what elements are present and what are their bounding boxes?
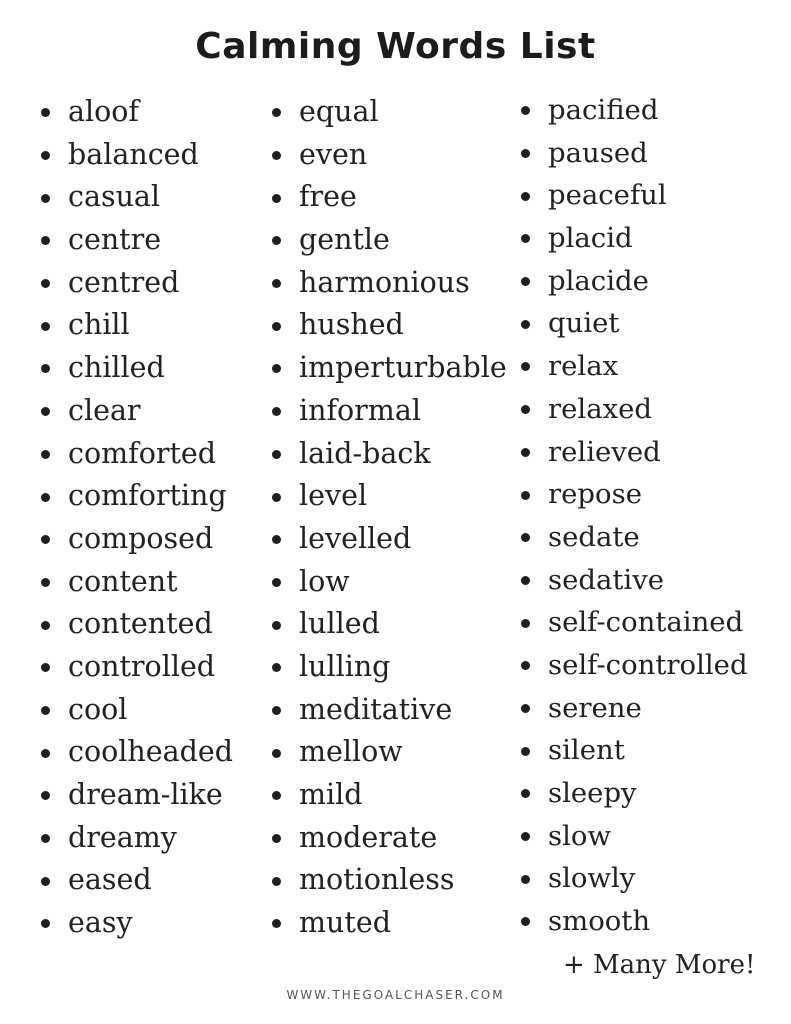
bullet-icon	[41, 407, 50, 416]
word-text: aloof	[68, 95, 139, 128]
bullet-icon	[41, 621, 50, 630]
word-item	[38, 262, 233, 305]
word-item	[38, 390, 233, 433]
bullet-icon	[41, 919, 50, 928]
word-text: low	[299, 564, 350, 598]
word-item	[38, 902, 233, 945]
bullet-icon	[272, 621, 281, 630]
bullet-icon	[41, 450, 50, 459]
word-text: cool	[68, 692, 128, 726]
word-item	[518, 644, 748, 687]
word-item	[38, 518, 233, 561]
bullet-icon	[272, 919, 281, 928]
word-item	[269, 561, 507, 604]
word-text: chilled	[68, 351, 165, 385]
word-item	[269, 219, 507, 262]
word-text: chill	[68, 308, 130, 342]
word-item	[269, 134, 507, 177]
word-text: dreamy	[68, 820, 177, 854]
word-item	[518, 516, 748, 559]
word-item	[269, 731, 507, 774]
bullet-icon	[272, 749, 281, 758]
word-item	[518, 815, 748, 858]
bullet-icon	[41, 749, 50, 758]
bullet-icon	[41, 279, 50, 288]
word-text: pacified	[548, 94, 659, 126]
word-text: laid-back	[299, 436, 431, 470]
word-item	[518, 302, 748, 345]
word-text: sleepy	[548, 777, 637, 809]
many-more-note: + Many More!	[563, 950, 756, 980]
word-item	[269, 646, 507, 689]
bullet-icon	[272, 407, 281, 416]
word-item	[518, 345, 748, 388]
word-item	[269, 433, 507, 476]
word-text: level	[299, 479, 368, 513]
bullet-icon	[521, 747, 530, 756]
word-item	[38, 433, 233, 476]
bullet-icon	[521, 491, 530, 500]
bullet-icon	[521, 277, 530, 286]
word-item	[269, 518, 507, 561]
word-text: peaceful	[548, 179, 667, 212]
word-text: self-contained	[548, 606, 744, 639]
word-text: slowly	[548, 862, 636, 895]
word-item	[38, 774, 233, 817]
word-text: self-controlled	[548, 648, 748, 681]
bullet-icon	[272, 493, 281, 502]
word-item	[38, 689, 233, 732]
bullet-icon	[272, 364, 281, 373]
bullet-icon	[41, 791, 50, 800]
bullet-icon	[272, 108, 281, 117]
bullet-icon	[272, 322, 281, 331]
bullet-icon	[41, 108, 50, 117]
word-item	[38, 603, 233, 646]
word-text: balanced	[68, 137, 199, 171]
bullet-icon	[521, 576, 530, 585]
bullet-icon	[272, 578, 281, 587]
word-text: serene	[548, 691, 642, 724]
bullet-icon	[272, 663, 281, 672]
word-text: casual	[68, 180, 161, 214]
bullet-icon	[521, 875, 530, 884]
word-text: muted	[299, 906, 391, 940]
word-text: silent	[548, 734, 625, 767]
word-text: relieved	[548, 435, 661, 468]
word-text: comforting	[68, 479, 227, 513]
word-item	[518, 174, 748, 217]
word-item	[38, 91, 233, 134]
word-text: paused	[548, 136, 648, 169]
bullet-icon	[272, 450, 281, 459]
word-item	[518, 687, 748, 730]
word-text: meditative	[299, 692, 453, 726]
bullet-icon	[41, 194, 50, 203]
bullet-icon	[272, 151, 281, 160]
word-text: informal	[299, 393, 421, 427]
bullet-icon	[41, 834, 50, 843]
page-title: Calming Words List	[195, 26, 596, 67]
word-text: repose	[548, 478, 642, 511]
word-item	[518, 857, 748, 900]
word-item	[518, 900, 748, 943]
word-text: coolheaded	[68, 735, 233, 769]
word-item	[38, 347, 233, 390]
bullet-icon	[272, 279, 281, 288]
word-item	[38, 646, 233, 689]
bullet-icon	[521, 533, 530, 542]
word-item	[38, 561, 233, 604]
word-item	[269, 475, 507, 518]
word-item	[518, 260, 748, 303]
word-item	[38, 134, 233, 177]
bullet-icon	[41, 535, 50, 544]
word-item	[269, 902, 507, 945]
word-text: smooth	[548, 905, 651, 938]
word-text: free	[299, 180, 357, 214]
word-text: centred	[68, 265, 180, 299]
bullet-icon	[521, 661, 530, 670]
word-item	[518, 473, 748, 516]
word-item	[269, 689, 507, 732]
bullet-icon	[272, 236, 281, 245]
word-text: dream-like	[68, 778, 223, 811]
bullet-icon	[521, 106, 530, 115]
bullet-icon	[521, 619, 530, 628]
bullet-icon	[521, 789, 530, 798]
word-column-2	[269, 91, 507, 945]
footer-website: WWW.THEGOALCHASER.COM	[286, 988, 505, 1002]
word-item	[269, 817, 507, 860]
word-item	[269, 304, 507, 347]
word-item	[269, 390, 507, 433]
word-item	[518, 772, 748, 815]
word-text: motionless	[299, 863, 455, 897]
word-item	[269, 176, 507, 219]
bullet-icon	[41, 578, 50, 587]
bullet-icon	[272, 791, 281, 800]
bullet-icon	[521, 320, 530, 329]
word-item	[38, 176, 233, 219]
word-item	[518, 431, 748, 474]
word-item	[518, 89, 748, 132]
bullet-icon	[521, 362, 530, 371]
word-text: content	[68, 564, 178, 598]
word-column-1	[38, 91, 233, 945]
word-text: relax	[548, 350, 619, 383]
word-item	[518, 729, 748, 772]
word-text: quiet	[548, 307, 620, 340]
word-item	[518, 601, 748, 644]
word-item	[38, 475, 233, 518]
word-item	[269, 859, 507, 902]
bullet-icon	[41, 151, 50, 160]
word-item	[38, 219, 233, 262]
bullet-icon	[272, 834, 281, 843]
bullet-icon	[521, 448, 530, 457]
word-text: controlled	[68, 649, 216, 683]
bullet-icon	[521, 832, 530, 841]
word-item	[38, 304, 233, 347]
word-text: relaxed	[548, 392, 652, 425]
bullet-icon	[521, 704, 530, 713]
word-text: sedative	[548, 563, 665, 596]
word-text: levelled	[299, 521, 412, 555]
bullet-icon	[521, 149, 530, 158]
word-text: equal	[299, 95, 379, 128]
bullet-icon	[272, 194, 281, 203]
bullet-icon	[521, 917, 530, 926]
word-text: lulling	[299, 649, 391, 683]
word-item	[518, 388, 748, 431]
bullet-icon	[41, 877, 50, 886]
bullet-icon	[272, 877, 281, 886]
word-text: contented	[68, 607, 213, 641]
word-text: gentle	[299, 223, 390, 257]
bullet-icon	[521, 192, 530, 201]
word-text: sedate	[548, 520, 640, 553]
bullet-icon	[41, 364, 50, 373]
bullet-icon	[272, 706, 281, 715]
bullet-icon	[41, 236, 50, 245]
word-text: even	[299, 137, 368, 171]
bullet-icon	[41, 493, 50, 502]
word-text: clear	[68, 393, 141, 427]
word-text: imperturbable	[299, 351, 507, 385]
word-text: moderate	[299, 820, 438, 854]
word-text: mild	[299, 778, 363, 811]
word-text: slow	[548, 819, 612, 852]
word-text: easy	[68, 906, 133, 940]
bullet-icon	[521, 234, 530, 243]
word-item	[518, 132, 748, 175]
word-item	[38, 859, 233, 902]
word-text: hushed	[299, 308, 404, 342]
word-text: comforted	[68, 436, 217, 470]
word-text: mellow	[299, 735, 403, 769]
bullet-icon	[272, 535, 281, 544]
word-text: composed	[68, 521, 214, 555]
word-text: eased	[68, 863, 152, 897]
word-item	[518, 217, 748, 260]
word-item	[269, 262, 507, 305]
bullet-icon	[41, 663, 50, 672]
bullet-icon	[41, 706, 50, 715]
word-item	[269, 347, 507, 390]
word-text: placide	[548, 264, 649, 297]
bullet-icon	[521, 405, 530, 414]
word-item	[269, 774, 507, 817]
word-text: centre	[68, 223, 162, 257]
word-item	[269, 91, 507, 134]
word-column-3	[518, 89, 748, 943]
word-item	[518, 559, 748, 602]
word-item	[38, 817, 233, 860]
word-item	[38, 731, 233, 774]
word-text: placid	[548, 222, 633, 255]
word-text: lulled	[299, 607, 380, 641]
bullet-icon	[41, 322, 50, 331]
word-text: harmonious	[299, 265, 470, 299]
word-item	[269, 603, 507, 646]
